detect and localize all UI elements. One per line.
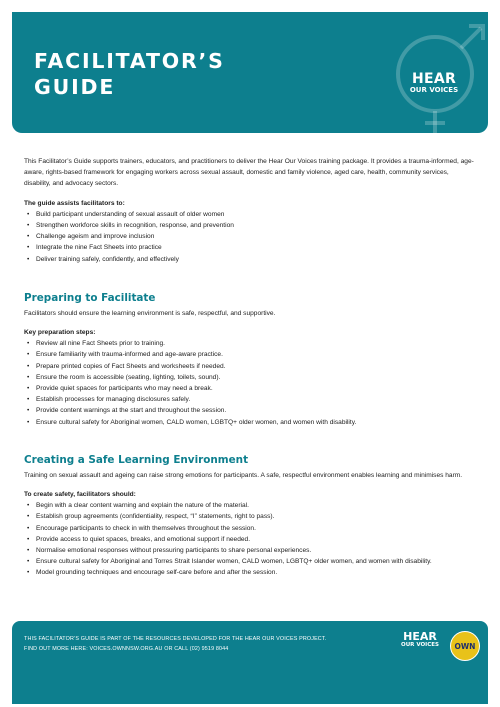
section-heading-safe-environment: Creating a Safe Learning Environment [24,453,249,466]
list-item: • Review all nine Fact Sheets prior to training. [24,338,476,349]
list-item: • Model grounding techniques and encourage self-care before and after the session. [24,567,476,578]
list-item: • Provide quiet spaces for participants who may need a break. [24,383,476,394]
list-item: • Build participant understanding of sexual assault of older women [24,209,476,220]
footer-line-contact: FIND OUT MORE HERE: VOICES.OWNNSW.ORG.AU OR CALL (02) 9519 8044 [24,645,229,652]
list-item: • Normalise emotional responses without pressuring participants to share personal experiences. [24,545,476,556]
preparing-list [24,338,476,428]
safe-environment-list [24,500,476,578]
list-item: • Establish group agreements (confidentiality, respect, “I” statements, right to pass). [24,511,476,522]
own-badge-text: OWN [454,641,476,651]
preparing-paragraph: Facilitators should ensure the learning environment is safe, respectful, and supportive. [24,309,276,317]
list-item: • Integrate the nine Fact Sheets into practice [24,242,476,253]
intro-list [24,209,476,265]
intro-paragraph: This Facilitator’s Guide supports trainers, educators, and practitioners to deliver the Hear Our Voices training package. It provides a trauma-informed, age-aware, rights-based framework for engaging workers across sexual assault, domestic and family violence, aged care, health, community services, disability, and advocacy sectors. [24,158,474,188]
footer-logo-hear-text: HEAR [403,630,437,643]
list-item: • Establish processes for managing disclosures safely. [24,394,476,405]
intro-list-title: The guide assists facilitators to: [24,199,125,207]
footer-logo-our-voices-text: OUR VOICES [401,642,439,648]
footer-banner [12,621,488,704]
logo-our-voices-text: OUR VOICES [409,86,459,94]
section-heading-preparing: Preparing to Facilitate [24,291,156,304]
page-title: FACILITATOR’S GUIDE [34,49,225,99]
list-item: • Challenge ageism and improve inclusion [24,231,476,242]
own-badge-logo [450,631,480,661]
list-item: • Prepare printed copies of Fact Sheets and worksheets if needed. [24,361,476,372]
safe-environment-paragraph: Training on sexual assault and ageing can raise strong emotions for participants. A safe, respectful environment enables learning and minimises harm. [24,471,463,479]
list-item: • Ensure cultural safety for Aboriginal and Torres Strait Islander women, CALD women, LGBTQ+ older women, and women with disability. [24,556,476,567]
safe-environment-list-title: To create safety, facilitators should: [24,491,136,499]
hear-our-voices-logo [406,72,462,94]
list-item: • Provide access to quiet spaces, breaks, and emotional support if needed. [24,534,476,545]
logo-hear-text: HEAR [411,71,457,87]
preparing-list-title: Key preparation steps: [24,329,96,337]
main-content [24,156,476,579]
list-item: • Encourage participants to check in with themselves throughout the session. [24,523,476,534]
list-item: • Ensure cultural safety for Aboriginal women, CALD women, LGBTQ+ older women, and women with disability. [24,417,476,428]
list-item: • Begin with a clear content warning and explain the nature of the material. [24,500,476,511]
list-item: • Provide content warnings at the start and throughout the session. [24,405,476,416]
footer-line-project: THIS FACILITATOR’S GUIDE IS PART OF THE RESOURCES DEVELOPED FOR THE HEAR OUR VOICES PROJECT. [24,636,327,642]
list-item: • Deliver training safely, confidently, and effectively [24,254,476,265]
list-item: • Strengthen workforce skills in recognition, response, and prevention [24,220,476,231]
footer-hear-our-voices-logo [398,631,442,649]
list-item: • Ensure the room is accessible (seating, lighting, toilets, sound). [24,372,476,383]
list-item: • Ensure familiarity with trauma-informed and age-aware practice. [24,349,476,360]
footer-text [24,635,326,654]
header-banner [12,12,488,133]
